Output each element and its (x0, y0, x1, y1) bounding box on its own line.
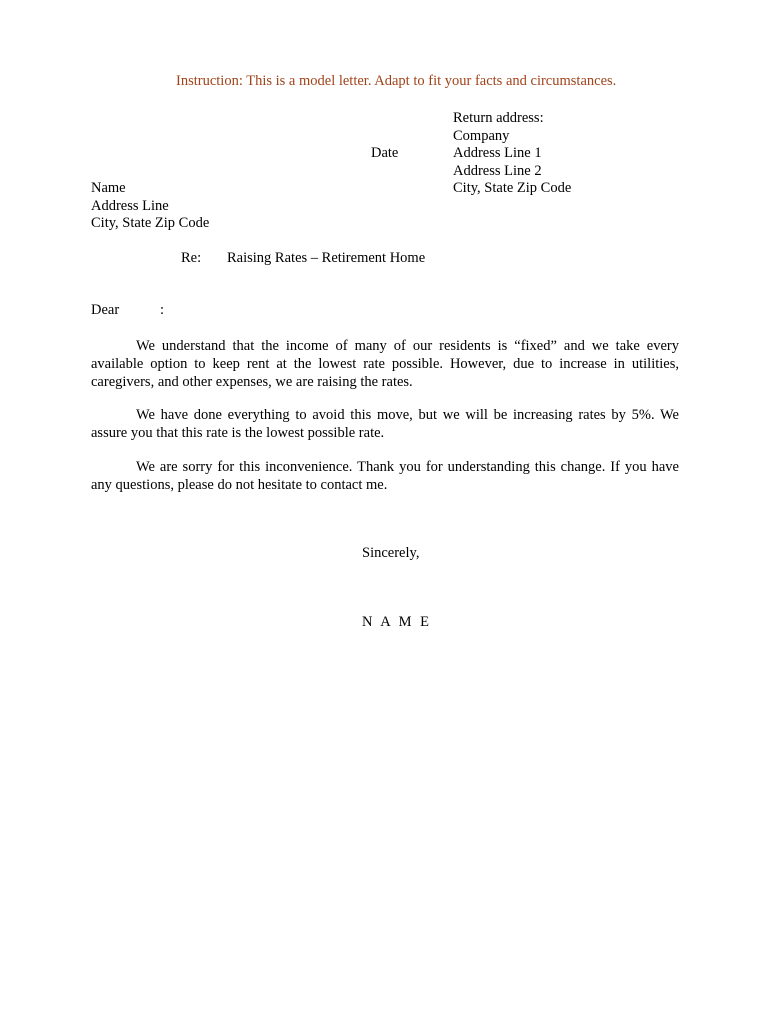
re-label: Re: (181, 250, 202, 266)
return-address-city-state-zip: City, State Zip Code (453, 180, 572, 196)
body-paragraph-1: We understand that the income of many of our residents is “fixed” and we take every available option to keep rent at the lowest rate possible. However, due to increase in utilities, caregivers, and other expenses, we are raising the rates. (91, 338, 679, 390)
recipient-city-state-zip: City, State Zip Code (91, 215, 210, 231)
recipient-address-block (91, 180, 209, 233)
recipient-name: Name (91, 180, 126, 196)
date-field: Date (371, 145, 399, 161)
re-subject: Raising Rates – Retirement Home (227, 250, 426, 266)
return-address-line2: Address Line 2 (453, 162, 542, 179)
salutation-dear: Dear (91, 302, 120, 318)
return-address-block (453, 110, 571, 198)
return-address-heading: Return address: (453, 110, 544, 126)
body-paragraph-3: We are sorry for this inconvenience. Thank you for understanding this change. If you have any questions, please do not hesitate to contact me. (91, 459, 679, 493)
salutation-colon: : (160, 302, 165, 318)
signature-name: N A M E (362, 614, 432, 630)
instruction-note: Instruction: This is a model letter. Adapt to fit your facts and circumstances. (176, 73, 617, 89)
return-address-company: Company (453, 127, 510, 144)
closing: Sincerely, (362, 545, 420, 561)
return-address-line1: Address Line 1 (453, 145, 542, 161)
body-paragraph-2: We have done everything to avoid this move, but we will be increasing rates by 5%. We assure you that this rate is the lowest possible rate. (91, 407, 679, 441)
recipient-address-line: Address Line (91, 197, 169, 214)
